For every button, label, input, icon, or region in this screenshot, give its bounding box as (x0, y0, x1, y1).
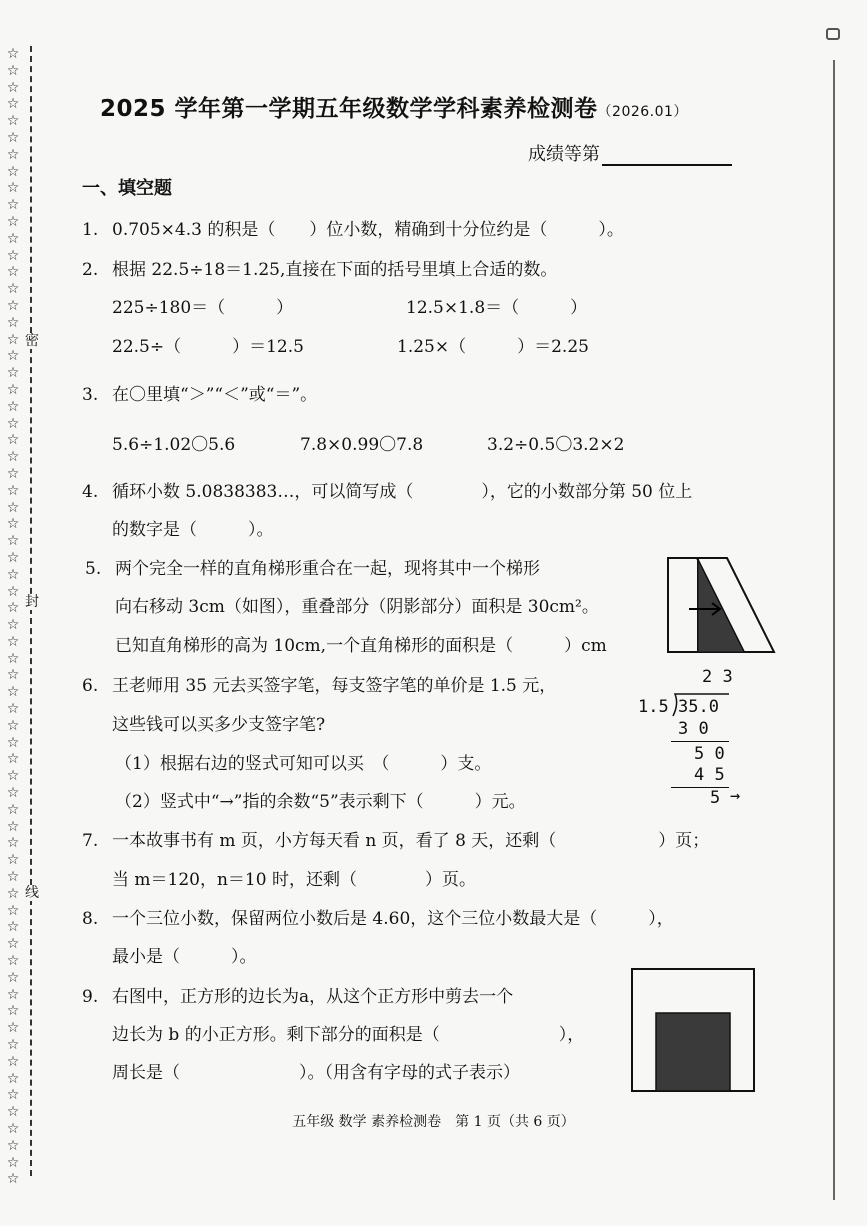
question-number: 8. (82, 909, 99, 929)
division-step-2: 5 0 (694, 744, 725, 764)
question-text: 在〇里填“＞”“＜”或“＝”。 (112, 385, 318, 405)
question-4 (82, 477, 692, 502)
question-5-line3: 已知直角梯形的高为 10cm,一个直角梯形的面积是（ ）cm (115, 636, 607, 656)
exam-date: （2026.01） (597, 104, 688, 120)
q2-item-b: 12.5×1.8＝（ ） (406, 298, 588, 318)
question-5-line2: 向右移动 3cm（如图），重叠部分（阴影部分）面积是 30cm²。 (115, 597, 599, 617)
question-number: 5. (85, 559, 102, 579)
question-7 (82, 826, 709, 851)
binding-char-mi: 密 (25, 333, 39, 349)
question-text: 根据 22.5÷18＝1.25,直接在下面的括号里填上合适的数。 (112, 260, 558, 280)
question-number: 2. (82, 260, 99, 280)
overlap-shaded-region (697, 558, 744, 652)
question-text-line1: 两个完全一样的直角梯形重合在一起，现将其中一个梯形 (115, 559, 540, 579)
q2-item-c: 22.5÷（ ）＝12.5 (112, 337, 304, 357)
division-quotient: 2 3 (702, 667, 733, 687)
question-text-line1: 王老师用 35 元去买签字笔，每支签字笔的单价是 1.5 元， (112, 676, 557, 696)
score-blank-line[interactable] (602, 146, 732, 166)
question-text-line1: 一本故事书有 m 页，小方每天看 n 页，看了 8 天，还剩（ ）页； (112, 831, 710, 851)
page-right-edge (833, 60, 835, 1200)
score-grade-field[interactable] (528, 140, 732, 166)
question-5 (85, 554, 540, 579)
square-cutout-figure (631, 968, 755, 1092)
remainder-arrow-icon: → (730, 786, 741, 806)
question-4-line2: 的数字是（ ）。 (112, 520, 274, 540)
exam-title-text: 2025 学年第一学期五年级数学学科素养检测卷 (100, 96, 598, 122)
division-step-1: 3 0 (678, 719, 709, 739)
question-number: 9. (82, 987, 99, 1007)
exam-title (100, 90, 800, 123)
long-division-figure (638, 667, 750, 807)
division-rule-1 (671, 741, 729, 742)
question-number: 3. (82, 385, 99, 405)
q3-item-b: 7.8×0.99〇7.8 (300, 435, 424, 455)
question-6-sub2: （2）竖式中“→”指的余数“5”表示剩下（ ）元。 (115, 792, 526, 812)
question-text: 0.705×4.3 的积是（ ）位小数，精确到十分位约是（ ）。 (112, 220, 624, 240)
question-text-line1: 一个三位小数，保留两位小数后是 4.60，这个三位小数最大是（ ）， (112, 909, 674, 929)
question-number: 1. (82, 220, 99, 240)
question-6-sub1: （1）根据右边的竖式可知可以买 （ ）支。 (115, 754, 492, 774)
question-2 (82, 255, 557, 280)
question-9 (82, 982, 513, 1007)
question-text-line1: 循环小数 5.0838383…，可以简写成（ ），它的小数部分第 50 位上 (112, 482, 693, 502)
q3-item-a: 5.6÷1.02〇5.6 (112, 435, 236, 455)
inner-cut-square (656, 1013, 730, 1091)
question-9-line3: 周长是（ ）。（用含有字母的式子表示） (112, 1063, 520, 1083)
binding-char-feng: 封 (25, 594, 39, 610)
q2-item-a: 225÷180＝（ ） (112, 298, 294, 318)
page-footer: 五年级 数学 素养检测卷 第 1 页（共 6 页） (292, 1114, 575, 1130)
division-rule-2 (671, 787, 729, 788)
division-step-3: 4 5 (694, 765, 725, 785)
binding-stars-decoration: ☆ ☆ ☆ ☆ ☆ ☆ ☆ ☆ ☆ ☆ ☆ ☆ ☆ ☆ ☆ ☆ ☆ ☆ ☆ ☆ ☆ ☆ ☆ ☆ ☆ ☆ ☆ ☆ ☆ ☆ ☆ ☆ ☆ ☆ ☆ ☆ ☆ ☆ ☆ ☆ ☆ ☆ ☆ ☆ ☆ ☆ ☆ ☆ ☆ ☆ ☆ ☆ ☆ ☆ ☆ ☆ ☆ ☆ ☆ ☆ ☆ ☆ ☆ ☆ ☆ ☆ ☆ ☆ (6, 46, 20, 1188)
question-7-line2: 当 m＝120，n＝10 时，还剩（ ）页。 (112, 870, 476, 890)
binding-dashed-line (30, 46, 32, 1176)
binding-char-xian: 线 (25, 885, 39, 901)
question-number: 7. (82, 831, 99, 851)
section-fill-blank-title: 一、填空题 (82, 178, 172, 199)
question-number: 4. (82, 482, 99, 502)
scan-corner-mark (826, 28, 840, 40)
division-divisor: 1.5 (638, 697, 669, 717)
q2-item-d: 1.25×（ ）＝2.25 (397, 337, 589, 357)
question-1 (82, 215, 624, 240)
division-remainder: 5 (710, 788, 721, 808)
question-8 (82, 904, 674, 929)
question-number: 6. (82, 676, 99, 696)
score-label: 成绩等第 (528, 144, 600, 165)
q3-item-c: 3.2÷0.5〇3.2×2 (487, 435, 625, 455)
division-dividend: 35.0 (678, 697, 719, 717)
question-8-line2: 最小是（ ）。 (112, 947, 257, 967)
question-6 (82, 671, 556, 696)
question-text-line1: 右图中，正方形的边长为a，从这个正方形中剪去一个 (112, 987, 514, 1007)
question-3 (82, 380, 317, 405)
question-9-line2: 边长为 b 的小正方形。剩下部分的面积是（ ）， (112, 1025, 585, 1045)
question-6-line2: 这些钱可以买多少支签字笔? (112, 715, 326, 735)
trapezoid-overlap-figure (667, 557, 775, 653)
